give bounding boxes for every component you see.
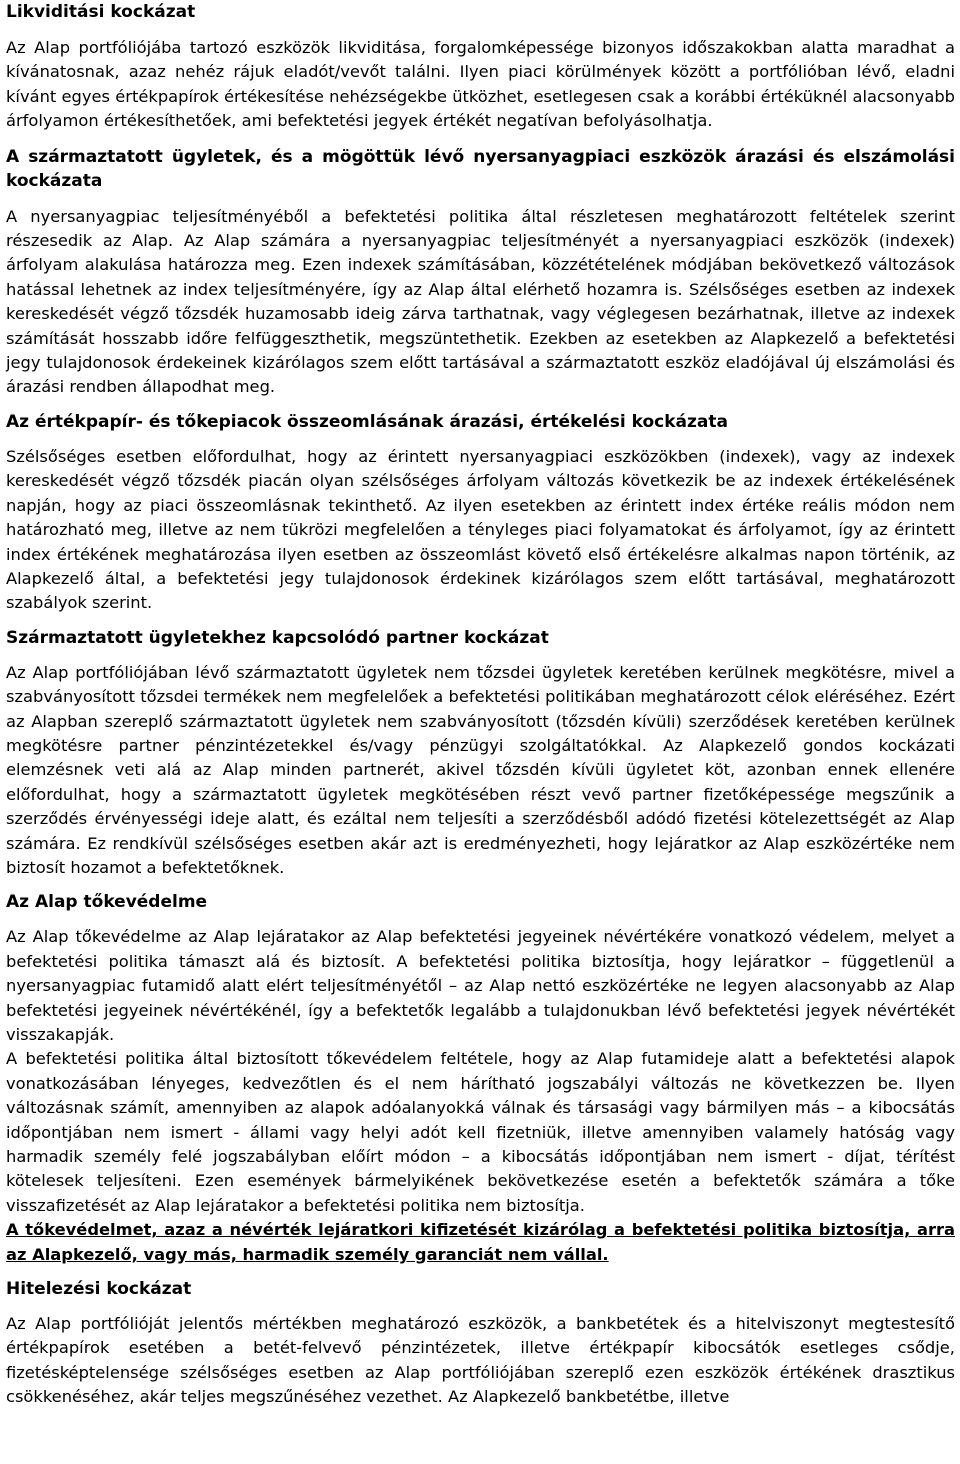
section-paragraph: Az Alap tőkevédelme az Alap lejáratakor az Alap befektetési jegyeinek névértékére vonatkozó védelem, melyet a befektetési politika támaszt alá és biztosít. A befektetési politika biztosítja, hogy lejáratkor – függetlenül a nyersanyagpiac futamidő alatt elért teljesítményétől – az Alap nettó eszközértéke ne legyen alacsonyabb az Alap befektetési jegyeinek névértékénél, így a befektetők legalább a tulajdonukban lévő befektetési jegyek névértékét visszakapják. [6,927,955,1044]
section-paragraph: Az Alap portfóliójába tartozó eszközök likviditása, forgalomképessége bizonyos időszakokban alatta maradhat a kívánatosnak, azaz nehéz rájuk eladót/vevőt találni. Ilyen piaci körülmények között a portfólióban lévő, eladni kívánt egyes értékpapírok értékesítése nehézségekbe ütközhet, esetlegesen csak a korábbi értéküknél alacsonyabb árfolyamon értékesíthetőek, ami befektetési jegyek értékét negatívan befolyásolhatja. [6,38,955,131]
section-heading: Az értékpapír- és tőkepiacok összeomlásának árazási, értékelési kockázata [6,411,728,432]
section-heading: Az Alap tőkevédelme [6,892,208,913]
section-paragraph: A befektetési politika által biztosított tőkevédelem feltétele, hogy az Alap futamideje alatt a befektetési alapok vonatkozásában lényeges, kedvezőtlen és el nem hárítható jogszabályi változás ne következzen be. Ilyen változásnak számít, amennyiben az alapok adóalanyokká válnak és társasági vagy bármilyen más – a kibocsátás időpontjában nem ismert - állami vagy helyi adót kell fizetniük, illetve amennyiben valamely hatóság vagy harmadik személy felé jogszabályban előírt módon – a kibocsátás időpontjában nem ismert - díjat, térítést kötelesek teljesíteni. Ezen események bármelyikének bekövetkezése esetén a befektetők számára a tőke visszafizetését az Alap lejáratakor a befektetési politika nem biztosítja. [6,1049,955,1215]
section-credit-risk [6,1278,955,1410]
section-liquidity-risk [6,1,955,134]
section-capital-protection [6,891,955,1267]
section-paragraph: Az Alap portfólióját jelentős mértékben meghatározó eszközök, a bankbetétek és a hitelviszonyt megtestesítő értékpapírok esetében a betét-felvevő pénzintézetek, illetve értékpapír kibocsátók esetleges csődje, fizetésképtelensége szélsőséges esetben az Alap portfóliójában szereplő ezen eszközök értékének drasztikus csökkenéséhez, akár teljes megszűnéséhez vezethet. Az Alapkezelő bankbetétbe, illetve [6,1314,955,1407]
document-page [6,0,955,1410]
section-heading: Származtatott ügyletekhez kapcsolódó partner kockázat [6,627,549,648]
section-heading: Hitelezési kockázat [6,1279,192,1300]
section-counterparty-risk [6,627,955,881]
section-heading: Likviditási kockázat [6,2,196,22]
capital-protection-disclaimer: A tőkevédelmet, azaz a névérték lejáratkori kifizetését kizárólag a befektetési politika biztosítja, arra az Alapkezelő, vagy más, harmadik személy garanciát nem vállal. [6,1220,955,1264]
section-derivatives-pricing-risk [6,145,955,400]
section-paragraph: A nyersanyagpiac teljesítményéből a befektetési politika által részletesen meghatározott feltételek szerint részesedik az Alap. Az Alap számára a nyersanyagpiac teljesítményét a nyersanyagpiaci eszközök (indexek) árfolyam alakulása határozza meg. Ezen indexek számításában, közzétételének módjában bekövetkező változások hatással lehetnek az index teljesítményére, így az Alap által elérhető hozamra is. Szélsőséges esetben az indexek kereskedését végző tőzsdék huzamosabb ideig zárva tarthatnak, vagy véglegesen bezárhatnak, illetve az indexek számítását hosszabb időre felfüggeszthetik, megszüntethetik. Ezekben az esetekben az Alapkezelő a befektetési jegy tulajdonosok érdekeinek kizárólagos szem előtt tartásával a származtatott eszköz eladójával új elszámolási és árazási rendben állapodhat meg. [6,206,955,397]
section-market-collapse-risk [6,411,955,616]
section-heading: A származtatott ügyletek, és a mögöttük lévő nyersanyagpiaci eszközök árazási és elszámolási kockázata [6,146,955,191]
section-paragraph: Szélsőséges esetben előfordulhat, hogy az érintett nyersanyagpiaci eszközökben (indexek), vagy az indexek kereskedését végző tőzsdék piacán olyan szélsőséges árfolyam változás következik be az indexek értékelésének napján, hogy az piaci összeomlásnak tekinthető. Az ilyen esetekben az érintett index értéke reális módon nem határozható meg, illetve az nem tükrözi megfelelően a tényleges piaci folyamatokat és árfolyamot, így az érintett index értékének meghatározása ilyen esetben az összeomlást követő első értékelésre alkalmas napon történik, az Alapkezelő által, a befektetési jegy tulajdonosok érdekinek kizárólagos szem előtt tartásával, meghatározott szabályok szerint. [6,446,955,613]
section-paragraph: Az Alap portfóliójában lévő származtatott ügyletek nem tőzsdei ügyletek keretében kerülnek megkötésre, mivel a szabványosított tőzsdei termékek nem megfelelőek a befektetési politikában meghatározott célok eléréséhez. Ezért az Alapban szereplő származtatott ügyletek nem szabványosított (tőzsdén kívüli) szerződések keretében kerülnek megkötésre partner pénzintézetekkel és/vagy pénzügyi szolgáltatókkal. Az Alapkezelő gondos kockázati elemzésnek veti alá az Alap minden partnerét, akivel tőzsdén kívüli ügyletet köt, azonban ennek ellenére előfordulhat, hogy a származtatott ügyletek megkötésében részt vevő partner fizetőképessége megszűnik a szerződés érvényességi ideje alatt, és ezáltal nem teljesíti a szerződésből adódó fizetési kötelezettségét az Alap számára. Ez rendkívül szélsőséges esetben akár azt is eredményezheti, hogy lejáratkor az Alap eszközértéke nem biztosít hozamot a befektetőknek. [6,662,955,877]
